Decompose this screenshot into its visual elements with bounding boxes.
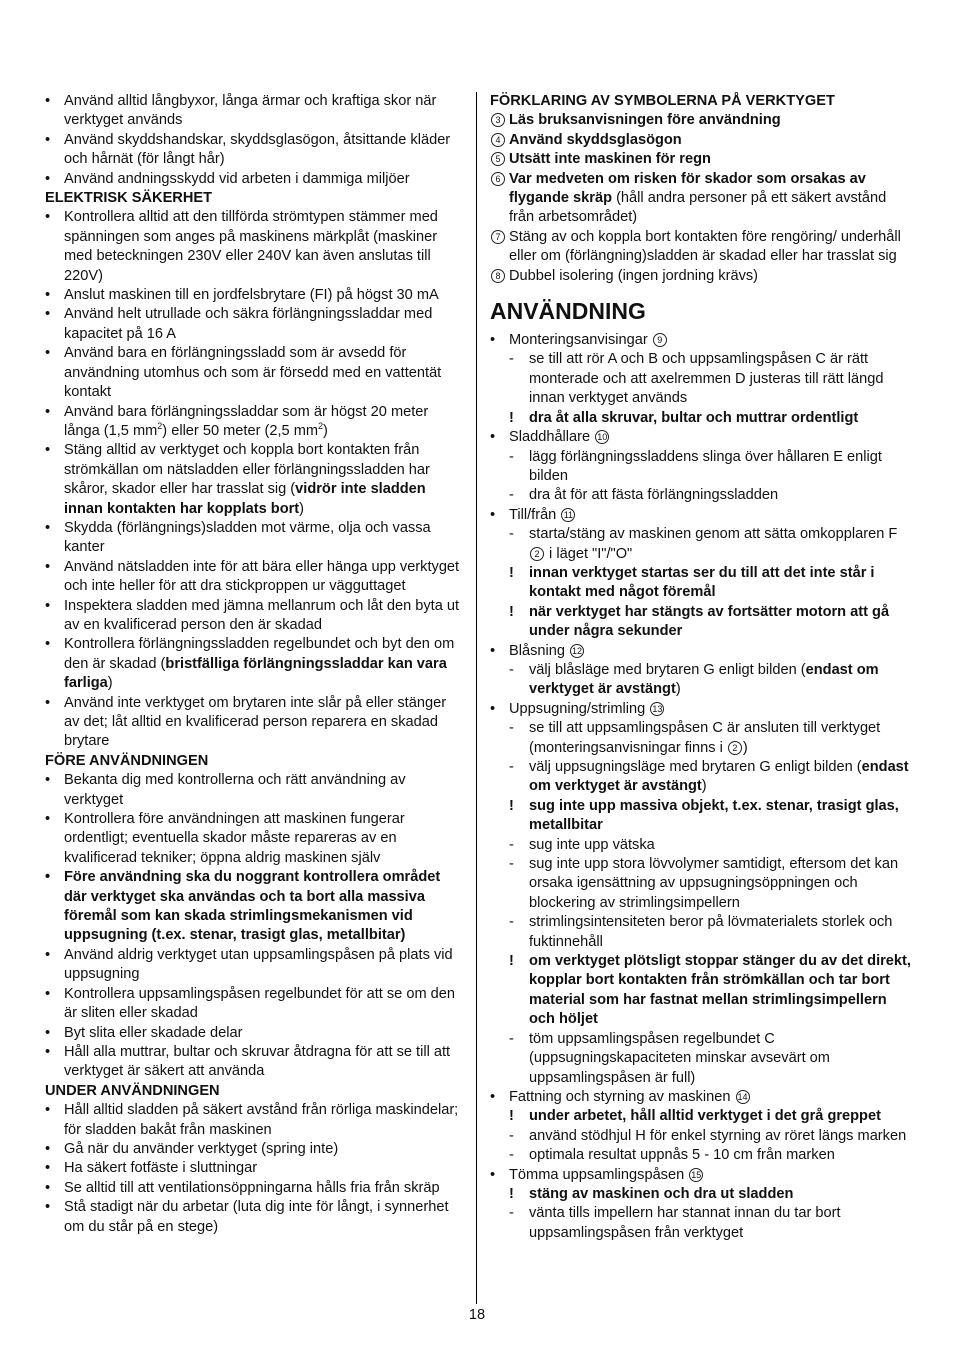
list-item: • Kontrollera uppsamlingspåsen regelbundet för att se om den är sliten eller skadad [45, 985, 456, 1022]
warning-item: ! om verktyget plötsligt stoppar stänger du av det direkt, kopplar bort kontakten från strömkällan och tar bort material som har fastnat mellan strimlingsimpellern och höljet [509, 953, 911, 1028]
section-heading-before-use: FÖRE ANVÄNDNINGEN [45, 752, 209, 769]
list-item: • Använd aldrig verktyget utan uppsamlingspåsen på plats vid uppsugning [45, 946, 453, 983]
circled-number-icon: 13 [652, 703, 663, 714]
warning-item: ! dra åt alla skruvar, bultar och muttrar ordentligt [509, 409, 859, 426]
list-item: • Byt slita eller skadade delar [45, 1024, 243, 1041]
right-column [490, 92, 915, 1243]
left-column [45, 92, 465, 1237]
list-item: • Kontrollera förlängningssladden regelbundet och byt den om den är skadad (bristfälliga förlängningssladdar kan vara farliga) [45, 636, 455, 692]
list-item: • Använd helt utrullade och säkra förlängningssladdar med kapacitet på 16 A [45, 306, 433, 342]
sub-item: - använd stödhjul H för enkel styrning av röret längs marken [509, 1127, 907, 1144]
warning-item: ! under arbetet, håll alltid verktyget i det grå greppet [509, 1108, 881, 1125]
sub-item: - töm uppsamlingspåsen regelbundet C (uppsugningskapaciteten minskar avsevärt om uppsamlingspåsen är full) [509, 1030, 830, 1086]
warning-item: ! när verktyget har stängts av fortsätter motorn att gå under några sekunder [509, 603, 890, 640]
list-item: • Håll alla muttrar, bultar och skruvar åtdragna för att se till att verktyget är säkert att använda [45, 1043, 451, 1080]
circled-number-icon: 2 [728, 741, 742, 755]
sub-item: - starta/stäng av maskinen genom att sätta omkopplaren F 2 i läget "I"/"O" [509, 526, 898, 562]
section-heading-symbols: FÖRKLARING AV SYMBOLERNA PÅ VERKTYGET [490, 93, 835, 109]
circled-number-icon: 4 [491, 133, 505, 147]
sub-item: - vänta tills impellern har stannat innan du tar bort uppsamlingspåsen från verktyget [509, 1205, 841, 1241]
page-number: 18 [468, 1307, 486, 1323]
sub-item: - lägg förlängningssladdens slinga över hållaren E enligt bilden [509, 448, 882, 484]
list-item: • Använd bara en förlängningssladd som är avsedd för användning utomhus och som är försedd med en vattentät kontakt [45, 345, 442, 401]
symbol-item: 5 Utsätt inte maskinen för regn [490, 150, 915, 169]
sub-item: - välj blåsläge med brytaren G enligt bilden (endast om verktyget är avstängt) [509, 661, 879, 698]
circled-number-icon: 15 [691, 1169, 702, 1180]
circled-number-icon: 7 [491, 230, 505, 244]
symbol-item: 4 Använd skyddsglasögon [490, 131, 915, 150]
sub-item: - sug inte upp stora lövvolymer samtidigt, eftersom det kan orsaka igensättning av uppsugningsöppningen och blockering av strimlingsimpellern [509, 856, 899, 911]
circled-number-icon: 3 [491, 113, 505, 127]
warning-item: ! stäng av maskinen och dra ut sladden [509, 1185, 794, 1202]
list-item: • Uppsugning/strimling 13 [490, 700, 663, 717]
circled-number-icon: 12 [572, 645, 583, 656]
section-heading-electrical-safety: ELEKTRISK SÄKERHET [45, 190, 213, 207]
circled-number-icon: 5 [491, 152, 505, 166]
sub-item: - sug inte upp vätska [509, 836, 655, 853]
list-item: • Monteringsanvisingar 9 [490, 331, 915, 350]
list-item: • Se alltid till att ventilationsöppningarna hålls fria från skräp [45, 1179, 440, 1196]
circled-number-icon: 6 [491, 172, 505, 186]
list-item: • Tömma uppsamlingspåsen 15 [490, 1166, 702, 1183]
section-heading-during-use: UNDER ANVÄNDNINGEN [45, 1082, 220, 1099]
list-item: • Anslut maskinen till en jordfelsbrytare (FI) på högst 30 mA [45, 287, 439, 304]
symbol-item: 8 Dubbel isolering (ingen jordning krävs) [490, 267, 915, 286]
list-item: • Använd inte verktyget om brytaren inte slår på eller stänger av det; låt alltid en kvalificerad person reparera en skadad brytare [45, 694, 447, 750]
list-item: • Använd andningsskydd vid arbeten i dammiga miljöer [45, 170, 410, 187]
sub-item: - välj uppsugningsläge med brytaren G enligt bilden (endast om verktyget är avstängt) [509, 759, 909, 795]
sub-item: - se till att uppsamlingspåsen C är ansluten till verktyget (monteringsanvisningar finns i 2 ) [509, 720, 881, 756]
sub-item: - se till att rör A och B och uppsamlingspåsen C är rätt monterade och att axelremmen D justeras till rätt längd innan verktyget används [509, 351, 884, 407]
circled-number-icon: 10 [597, 432, 608, 443]
list-item: • Använd nätsladden inte för att bära eller hänga upp verktyget och inte heller för att dra stickproppen ur vägguttaget [45, 558, 460, 595]
list-item: • Gå när du använder verktyget (spring inte) [45, 1140, 339, 1157]
list-item: • Använd skyddshandskar, skyddsglasögon, åtsittande kläder och hårnät (för långt hår) [45, 131, 451, 168]
list-item: • Till/från 11 [490, 506, 915, 525]
list-item: • Före användning ska du noggrant kontrollera området där verktyget ska användas och ta bort alla massiva föremål som kan skada strimlingsmekanismen vid uppsugning (t.ex. stenar, trasigt glas, metallbitar) [45, 869, 441, 944]
section-heading-usage: ANVÄNDNING [490, 298, 646, 325]
list-item: • Fattning och styrning av maskinen 14 [490, 1088, 748, 1105]
circled-number-icon: 9 [653, 333, 667, 347]
list-item: • Stå stadigt när du arbetar (luta dig inte för långt, i synnerhet om du står på en stege) [45, 1199, 449, 1235]
symbol-item: 3 Läs bruksanvisningen före användning [490, 111, 915, 130]
sub-item: - dra åt för att fästa förlängningssladden [509, 487, 779, 504]
symbol-item: 6 Var medveten om risken för skador som orsakas av flygande skräp (håll andra personer på ett säkert avstånd från arbetsområdet) [490, 170, 915, 228]
list-item: • Använd alltid långbyxor, långa ärmar och kraftiga skor när verktyget används [45, 93, 437, 129]
list-item: • Kontrollera före användningen att maskinen fungerar ordentligt; eventuella skador måste repareras av en kvalificerad tekniker; öppna aldrig maskinen själv [45, 811, 405, 866]
list-item: • Bekanta dig med kontrollerna och rätt användning av verktyget [45, 772, 406, 808]
column-divider [476, 92, 477, 1304]
sub-item: - optimala resultat uppnås 5 - 10 cm från marken [509, 1147, 835, 1164]
circled-number-icon: 14 [737, 1091, 748, 1102]
warning-item: ! sug inte upp massiva objekt, t.ex. stenar, trasigt glas, metallbitar [509, 797, 899, 834]
circled-number-icon: 8 [491, 269, 505, 283]
circled-number-icon: 11 [561, 508, 575, 522]
list-item: • Blåsning 12 [490, 642, 583, 659]
sub-item: - strimlingsintensiteten beror på lövmaterialets storlek och fuktinnehåll [509, 914, 893, 950]
warning-item: ! innan verktyget startas ser du till att det inte står i kontakt med något föremål [509, 564, 875, 601]
list-item: • Stäng alltid av verktyget och koppla bort kontakten från strömkällan om nätsladden eller förlängningssladden har skåror, skador eller har trasslat sig (vidrör inte sladden innan kontakten har kopplats bort) [45, 442, 430, 517]
list-item: • Ha säkert fotfäste i sluttningar [45, 1160, 258, 1177]
list-item: • Kontrollera alltid att den tillförda strömtypen stämmer med spänningen som anges på maskinens märkplåt (maskiner med beteckningen 230V eller 240V kan även anslutas till 220V) [45, 209, 438, 284]
list-item: • Sladdhållare 10 [490, 429, 608, 446]
list-item: • Håll alltid sladden på säkert avstånd från rörliga maskindelar; för sladden bakåt från maskinen [45, 1102, 459, 1138]
symbol-item: 7 Stäng av och koppla bort kontakten före rengöring/ underhåll eller om (förlängning)sladden är skadad eller har trasslat sig [490, 228, 915, 267]
list-item: • Använd bara förlängningssladdar som är högst 20 meter långa (1,5 $mm^2$) eller 50 meter (2,5 $mm^2$) [45, 403, 429, 439]
circled-number-icon: 2 [530, 547, 544, 561]
list-item: • Inspektera sladden med jämna mellanrum och låt den byta ut av en kvalificerad person den är skadad [45, 597, 460, 633]
list-item: • Skydda (förlängnings)sladden mot värme, olja och vassa kanter [45, 519, 431, 556]
